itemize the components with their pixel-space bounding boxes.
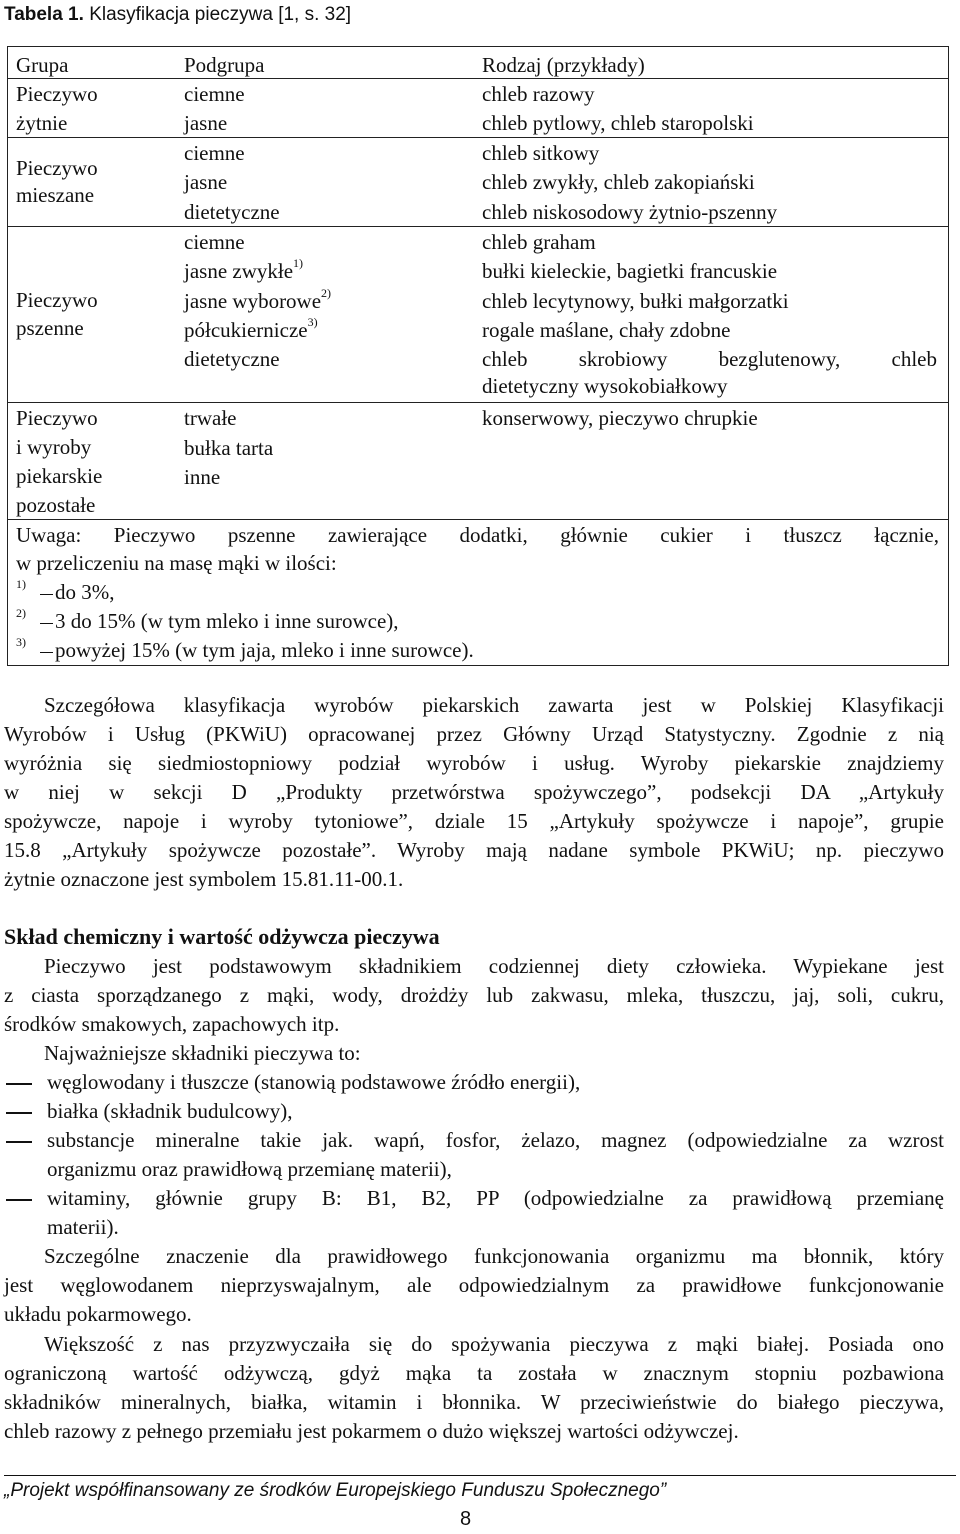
table-cell-rodzaj: chleb zwykły, chleb zakopiański [482, 170, 755, 194]
paragraph-line: z ciasta sporządzanego z mąki, wody, drożdży lub zakwasu, mleka, tłuszczu, jaj, soli, cukru, [4, 983, 944, 1007]
table-cell-podgrupa: jasne [184, 170, 228, 194]
paragraph-line: Pieczywo jest podstawowym składnikiem codziennej diety człowieka. Wypiekane jest [44, 954, 944, 978]
table-cell-grupa: i wyroby [16, 435, 92, 459]
classification-table [7, 46, 949, 666]
table-cell-rodzaj: chleb skrobiowy bezglutenowy, chleb [482, 347, 937, 371]
footnote-marker: 1) [293, 256, 304, 270]
paragraph-line: środków smakowych, zapachowych itp. [4, 1012, 340, 1036]
paragraph-line: Szczegółowa klasyfikacja wyrobów piekarskich zawarta jest w Polskiej Klasyfikacji [44, 693, 944, 717]
footer-rule [4, 1475, 956, 1476]
table-cell-podgrupa [184, 288, 331, 314]
table-cell-grupa: Pieczywo [16, 406, 98, 430]
table-cell-rodzaj: rogale maślane, chały zdobne [482, 318, 731, 342]
footnote-marker: 3) [16, 635, 26, 649]
footnote-marker: 1) [16, 577, 26, 591]
list-item: węglowodany i tłuszcze (stanowią podstawowe źródło energii), [47, 1070, 581, 1094]
table-divider [8, 519, 948, 520]
dash-marker [6, 1199, 32, 1201]
table-cell-rodzaj: konserwowy, pieczywo chrupkie [482, 406, 758, 430]
paragraph-line: chleb razowy z pełnego przemiału jest pokarmem o dużo większej wartości odżywczej. [4, 1419, 739, 1443]
table-note-item [16, 637, 26, 663]
list-intro: Najważniejsze składniki pieczywa to: [44, 1041, 361, 1065]
table-cell-grupa: żytnie [16, 111, 68, 135]
table-cell-rodzaj: chleb lecytynowy, bułki małgorzatki [482, 289, 789, 313]
table-caption [4, 4, 351, 26]
paragraph-line: układu pokarmowego. [4, 1302, 192, 1326]
table-cell-podgrupa: inne [184, 465, 221, 489]
dash-marker [6, 1141, 32, 1143]
dash-marker [40, 623, 53, 624]
table-header-grupa: Grupa [16, 53, 69, 77]
table-cell-grupa: Pieczywo [16, 156, 98, 180]
table-cell-podgrupa: trwałe [184, 406, 237, 430]
table-caption-text: Klasyfikacja pieczywa [1, s. 32] [89, 4, 352, 25]
table-cell-podgrupa: jasne [184, 111, 228, 135]
paragraph-line: składników mineralnych, białka, witamin i błonnika. W przeciwieństwie do białego pieczywa, [4, 1390, 944, 1414]
footnote-marker: 2) [16, 606, 26, 620]
table-cell-podgrupa: ciemne [184, 141, 245, 165]
footer-text: „Projekt współfinansowany ze środków Europejskiego Funduszu Społecznego” [4, 1480, 667, 1501]
dash-marker [40, 594, 53, 595]
table-divider [8, 226, 948, 227]
table-cell-podgrupa: ciemne [184, 82, 245, 106]
table-note: w przeliczeniu na masę mąki w ilości: [16, 551, 337, 575]
table-cell-podgrupa [184, 258, 303, 284]
table-cell-podgrupa: bułka tarta [184, 436, 274, 460]
list-item: witaminy, głównie grupy B: B1, B2, PP (odpowiedzialne za prawidłową przemianę [47, 1186, 944, 1210]
table-divider [8, 402, 948, 403]
podgrupa-text: półcukiernicze [184, 318, 308, 342]
paragraph-line: wyróżnia się siedmiostopniowy podział wyrobów i usług. Wyroby piekarskie znajdziemy [4, 751, 944, 775]
table-cell-podgrupa [184, 317, 318, 343]
table-header-rodzaj: Rodzaj (przykłady) [482, 53, 645, 77]
page-number: 8 [460, 1508, 472, 1530]
table-cell-podgrupa: dietetyczne [184, 200, 280, 224]
list-item: substancje mineralne takie jak. wapń, fosfor, żelazo, magnez (odpowiedzialne za wzrost [47, 1128, 944, 1152]
podgrupa-text: jasne wyborowe [184, 289, 322, 313]
table-header-podgrupa: Podgrupa [184, 53, 265, 77]
table-cell-rodzaj: chleb pytlowy, chleb staropolski [482, 111, 754, 135]
table-cell-rodzaj: chleb razowy [482, 82, 595, 106]
table-cell-grupa: Pieczywo [16, 82, 98, 106]
table-cell-rodzaj: bułki kieleckie, bagietki francuskie [482, 259, 778, 283]
paragraph-line: w niej w sekcji D „Produkty przetwórstwa spożywczego”, podsekcji DA „Artykuły [4, 780, 944, 804]
paragraph-line: Wyrobów i Usług (PKWiU) opracowanej przez Główny Urząd Statystyczny. Zgodnie z nią [4, 722, 944, 746]
paragraph-line: spożywcze, napoje i wyroby tytoniowe”, dziale 15 „Artykuły spożywcze i napoje”, grupie [4, 809, 944, 833]
list-item: białka (składnik budulcowy), [47, 1099, 293, 1123]
table-cell-rodzaj: dietetyczny wysokobiałkowy [482, 374, 728, 398]
dash-marker [40, 652, 53, 653]
table-note-item [16, 608, 26, 634]
table-cell-podgrupa: ciemne [184, 230, 245, 254]
table-cell-podgrupa: dietetyczne [184, 347, 280, 371]
footnote-marker: 3) [307, 315, 318, 329]
paragraph-line: Szczególne znaczenie dla prawidłowego funkcjonowania organizmu ma błonnik, który [44, 1244, 944, 1268]
paragraph-line: Większość z nas przyzwyczaiła się do spożywania pieczywa z mąki białej. Posiada ono [44, 1332, 944, 1356]
table-note-item [16, 579, 26, 605]
section-heading: Skład chemiczny i wartość odżywcza pieczywa [4, 924, 440, 949]
table-cell-grupa: pszenne [16, 316, 84, 340]
table-note: Uwaga: Pieczywo pszenne zawierające dodatki, głównie cukier i tłuszcz łącznie, [16, 523, 939, 547]
table-note-item-text: do 3%, [55, 580, 115, 604]
table-divider [8, 78, 948, 79]
podgrupa-text: jasne zwykłe [184, 259, 294, 283]
table-cell-grupa: piekarskie [16, 464, 103, 488]
table-divider [8, 137, 948, 138]
table-note-item-text: 3 do 15% (w tym mleko i inne surowce), [55, 609, 399, 633]
list-item: materii). [47, 1215, 119, 1239]
table-cell-grupa: mieszane [16, 183, 95, 207]
footnote-marker: 2) [321, 286, 332, 300]
table-cell-grupa: Pieczywo [16, 288, 98, 312]
table-cell-grupa: pozostałe [16, 493, 96, 517]
paragraph-line: żytnie oznaczone jest symbolem 15.81.11-00.1. [4, 867, 404, 891]
paragraph-line: ograniczoną wartość odżywczą, gdyż mąka ta została w znacznym stopniu pozbawiona [4, 1361, 944, 1385]
paragraph-line: 15.8 „Artykuły spożywcze pozostałe”. Wyroby mają nadane symbole PKWiU; np. pieczywo [4, 838, 944, 862]
dash-marker [6, 1112, 32, 1114]
table-cell-rodzaj: chleb sitkowy [482, 141, 600, 165]
table-cell-rodzaj: chleb graham [482, 230, 596, 254]
table-cell-rodzaj: chleb niskosodowy żytnio-pszenny [482, 200, 778, 224]
table-note-item-text: powyżej 15% (w tym jaja, mleko i inne surowce). [55, 638, 474, 662]
table-caption-label: Tabela 1. [4, 4, 84, 25]
dash-marker [6, 1083, 32, 1085]
paragraph-line: jest węglowodanem nieprzyswajalnym, ale odpowiedzialnym za prawidłowe funkcjonowanie [4, 1273, 944, 1297]
list-item: organizmu oraz prawidłową przemianę materii), [47, 1157, 452, 1181]
